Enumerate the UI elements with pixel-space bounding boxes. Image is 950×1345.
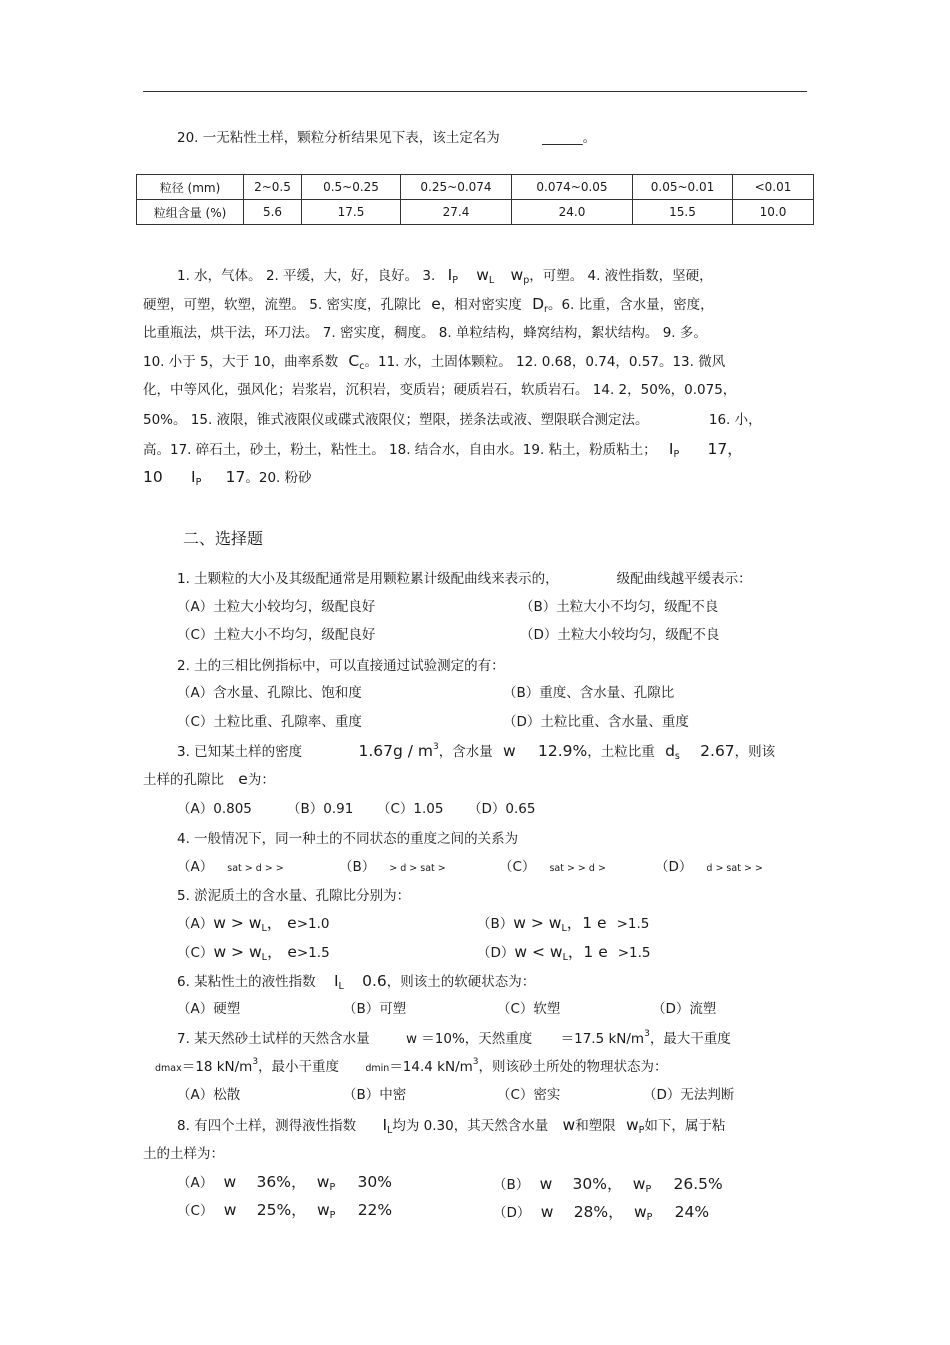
table-cell: 粒径 (mm) xyxy=(137,175,244,200)
q3-option-c: （C）1.05 xyxy=(377,801,444,817)
q7-stem: 7. 某天然砂土试样的天然含水量 w ＝10%，天然重度 ＝17.5 $kN/m^3$，最大干重度 xyxy=(177,1029,731,1047)
q6-stem: 6. 某粘性土的液性指数 $I_L$ 0.6，则该土的软硬状态为： xyxy=(177,972,536,992)
q8-option-a: （A） w 36%， $w_P$ 30% xyxy=(177,1173,392,1193)
q7-option-b: （B）中密 xyxy=(343,1087,407,1103)
q3-stem: 3. 已知某土样的密度 $1.67g / m^3$，含水量 w 12.9%，土粒比重 $d_s$ 2.67，则该 xyxy=(177,742,776,762)
q20-text: 20. 一无粘性土样，颗粒分析结果见下表，该土定名为 ______。 xyxy=(177,130,597,146)
q4-option-a: （A） sat > d > > xyxy=(177,859,284,875)
q1-option-d: （D）土粒大小较均匀，级配不良 xyxy=(520,627,720,643)
q4-option-b: （B） > d > sat > xyxy=(339,859,446,875)
q6-option-b: （B）可塑 xyxy=(343,1001,407,1017)
table-row xyxy=(137,200,814,225)
q5-option-c: $(C)w > w_L$， e>1.5 xyxy=(177,943,330,963)
table-cell: 2~0.5 xyxy=(244,175,302,200)
q6-option-c: （C）软塑 xyxy=(497,1001,561,1017)
q2-stem: 2. 土的三相比例指标中，可以直接通过试验测定的有： xyxy=(177,658,505,674)
q1-option-a: （A）土粒大小较均匀，级配良好 xyxy=(177,599,376,615)
grain-size-table xyxy=(136,174,814,225)
table-cell: 27.4 xyxy=(401,200,512,225)
answers-line-3: 比重瓶法，烘干法，环刀法。 7. 密实度，稠度。 8. 单粒结构，蜂窝结构，絮状结构。 9. 多。 xyxy=(143,325,707,341)
q8-line2: 土的土样为： xyxy=(143,1146,224,1162)
header-rule xyxy=(143,91,807,92)
q8-option-c: （C） w 25%， $w_P$ 22% xyxy=(177,1201,393,1221)
table-cell: 15.5 xyxy=(633,200,733,225)
answers-line-6: 50%。 15. 液限，锥式液限仪或碟式液限仪；塑限，搓条法或液、塑限联合测定法。 16. 小， xyxy=(143,412,762,428)
q1-option-c: （C）土粒大小不均匀，级配良好 xyxy=(177,627,376,643)
q8-option-d: （D） w 28%， $w_P$ 24% xyxy=(493,1203,710,1223)
q2-option-d: （D）土粒比重、含水量、重度 xyxy=(503,714,689,730)
q5-option-a: $(A)w > w_L$， e>1.0 xyxy=(177,914,330,934)
answers-line-1: 1. 水，气体。 2. 平缓，大，好，良好。 3. $I_P$ $w_L$ $w_p$，可塑。 4. 液性指数，坚硬， xyxy=(177,266,713,286)
q7-option-a: （A）松散 xyxy=(177,1087,241,1103)
q4-stem: 4. 一般情况下，同一种土的不同状态的重度之间的关系为 xyxy=(177,831,519,847)
q5-option-b: $(B)w > w_L$，1 e >1.5 xyxy=(477,914,650,934)
q8-option-b: （B） w 30%， $w_P$ 26.5% xyxy=(493,1175,723,1195)
q3-option-a: （A）0.805 xyxy=(177,801,252,817)
table-cell: 0.074~0.05 xyxy=(512,175,633,200)
table-cell: 10.0 xyxy=(733,200,814,225)
q7-option-d: （D）无法判断 xyxy=(643,1087,735,1103)
table-cell: <0.01 xyxy=(733,175,814,200)
table-cell: 0.25~0.074 xyxy=(401,175,512,200)
q6-option-d: （D）流塑 xyxy=(652,1001,717,1017)
table-cell: 17.5 xyxy=(302,200,401,225)
q8-stem: 8. 有四个土样，测得液性指数 $I_L$均为 0.30，其天然含水量 w和塑限 $w_P$如下，属于粘 xyxy=(177,1116,726,1136)
q6-option-a: （A）硬塑 xyxy=(177,1001,241,1017)
q20-blank: ______。 xyxy=(542,130,597,146)
table-cell: 0.5~0.25 xyxy=(302,175,401,200)
q7-line2: dmax＝18 $kN/m^3$，最小干重度 dmin＝14.4 $kN/m^3$，则该砂土所处的物理状态为： xyxy=(155,1057,668,1075)
q5-option-d: $(D)w < w_L$，1 e >1.5 xyxy=(477,943,651,963)
section-title: 二、选择题 xyxy=(183,529,264,548)
q1-option-b: （B）土粒大小不均匀，级配不良 xyxy=(520,599,719,615)
q3-option-b: （B）0.91 xyxy=(287,801,354,817)
q4-option-d: （D） d > sat > > xyxy=(655,859,763,875)
answers-line-8: 10 $I_P$ 17。20. 粉砂 xyxy=(143,468,312,488)
table-cell: 0.05~0.01 xyxy=(633,175,733,200)
q3-option-d: （D）0.65 xyxy=(468,801,536,817)
answers-line-5: 化，中等风化，强风化；岩浆岩，沉积岩，变质岩；硬质岩石，软质岩石。 14. 2，50%，0.075， xyxy=(143,382,737,398)
q2-option-a: （A）含水量、孔隙比、饱和度 xyxy=(177,685,362,701)
q5-stem: 5. 淤泥质土的含水量、孔隙比分别为： xyxy=(177,888,411,904)
table-row xyxy=(137,175,814,200)
q2-option-c: （C）土粒比重、孔隙率、重度 xyxy=(177,714,362,730)
q3-line2: 土样的孔隙比 e为： xyxy=(143,770,275,788)
answers-line-7: 高。17. 碎石土，砂土，粉土，粘性土。 18. 结合水，自由水。19. 粘土，粉质粘土； $I_P$ 17， xyxy=(143,440,743,460)
answers-line-2: 硬塑，可塑，软塑，流塑。 5. 密实度，孔隙比 e，相对密实度 $D_r$。6. 比重，含水量，密度， xyxy=(143,295,714,315)
q7-option-c: （C）密实 xyxy=(497,1087,561,1103)
answers-line-4: 10. 小于 5，大于 10，曲率系数 $C_c$。11. 水，土固体颗粒。 12. 0.68，0.74，0.57。13. 微风 xyxy=(143,352,726,372)
q2-option-b: （B）重度、含水量、孔隙比 xyxy=(503,685,675,701)
q4-option-c: （C） sat > > d > xyxy=(499,859,606,875)
table-cell: 24.0 xyxy=(512,200,633,225)
table-cell: 5.6 xyxy=(244,200,302,225)
q1-stem: 1. 土颗粒的大小及其级配通常是用颗粒累计级配曲线来表示的， 级配曲线越平缓表示： xyxy=(177,571,752,587)
table-cell: 粒组含量 (%) xyxy=(137,200,244,225)
